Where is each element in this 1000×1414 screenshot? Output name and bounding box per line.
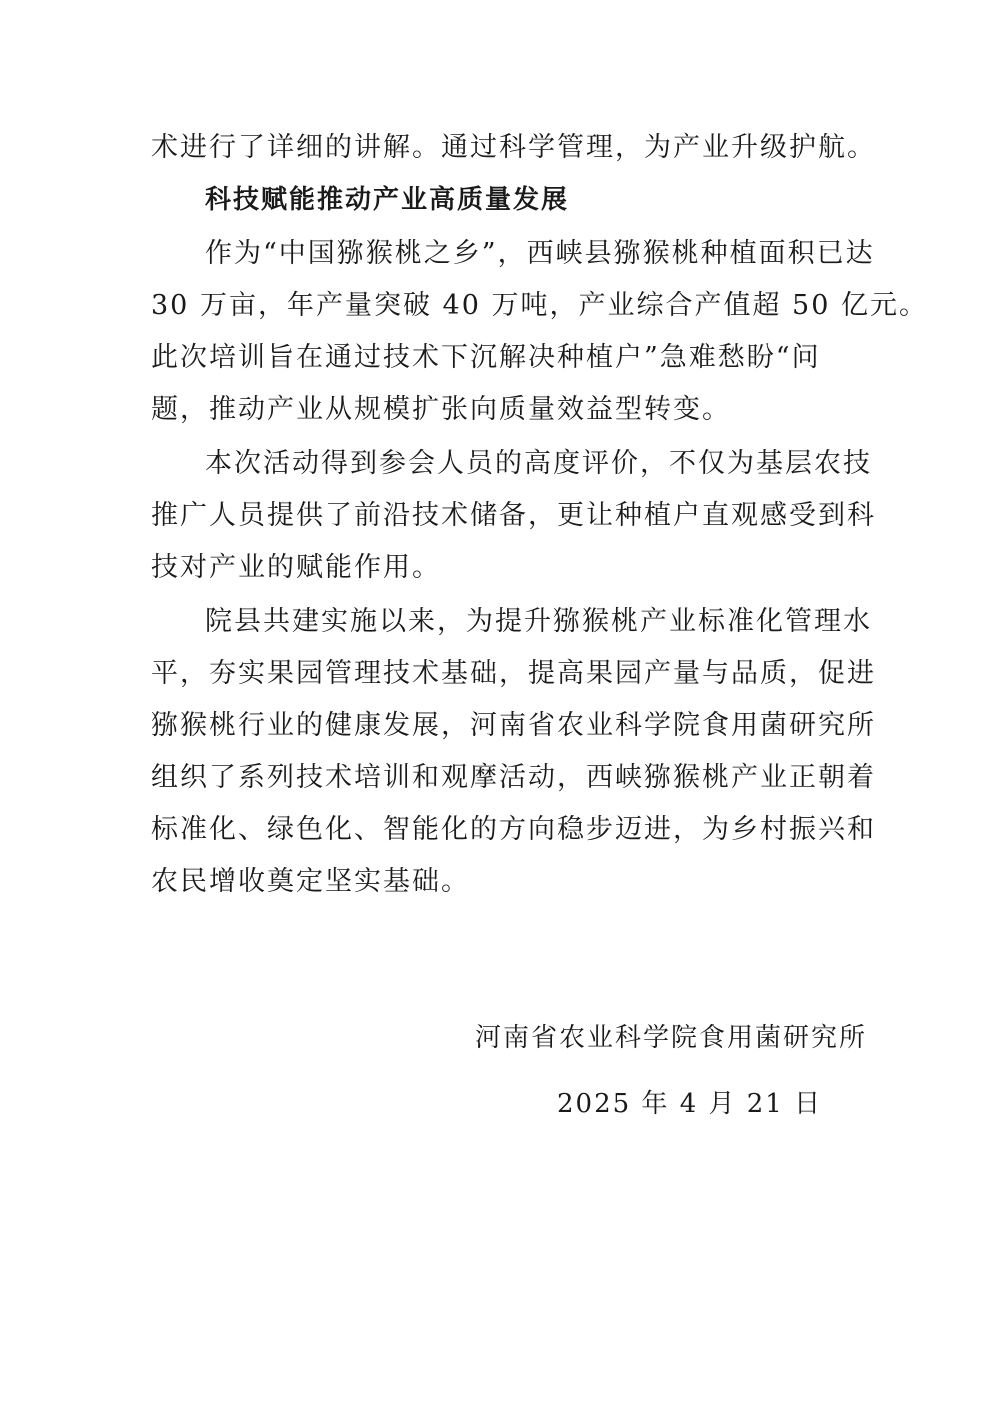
paragraph-line: 30 万亩，年产量突破 40 万吨，产业综合产值超 50 亿元。 <box>151 290 928 321</box>
paragraph-line: 题，推动产业从规模扩张向质量效益型转变。 <box>151 394 731 425</box>
paragraph-line: 技对产业的赋能作用。 <box>151 552 441 583</box>
paragraph-line: 推广人员提供了前沿技术储备，更让种植户直观感受到科 <box>151 500 876 531</box>
paragraph-line: 组织了系列技术培训和观摩活动，西峡猕猴桃产业正朝着 <box>151 762 876 793</box>
paragraph-line: 农民增收奠定坚实基础。 <box>151 866 470 897</box>
paragraph-line: 作为“中国猕猴桃之乡”，西峡县猕猴桃种植面积已达 <box>205 238 875 269</box>
paragraph-line: 此次培训旨在通过技术下沉解决种植户”急难愁盼“问 <box>151 342 821 373</box>
paragraph-line: 院县共建实施以来，为提升猕猴桃产业标准化管理水 <box>205 606 872 637</box>
paragraph-line: 术进行了详细的讲解。通过科学管理，为产业升级护航。 <box>151 132 876 163</box>
paragraph-line: 本次活动得到参会人员的高度评价，不仅为基层农技 <box>205 448 872 479</box>
signature-organization: 河南省农业科学院食用菌研究所 <box>475 1023 868 1053</box>
paragraph-line: 猕猴桃行业的健康发展，河南省农业科学院食用菌研究所 <box>151 710 876 741</box>
paragraph-line: 标准化、绿色化、智能化的方向稳步迈进，为乡村振兴和 <box>151 814 876 845</box>
section-heading: 科技赋能推动产业高质量发展 <box>205 185 570 215</box>
signature-date: 2025 年 4 月 21 日 <box>557 1089 823 1119</box>
paragraph-line: 平，夯实果园管理技术基础，提高果园产量与品质，促进 <box>151 658 876 689</box>
